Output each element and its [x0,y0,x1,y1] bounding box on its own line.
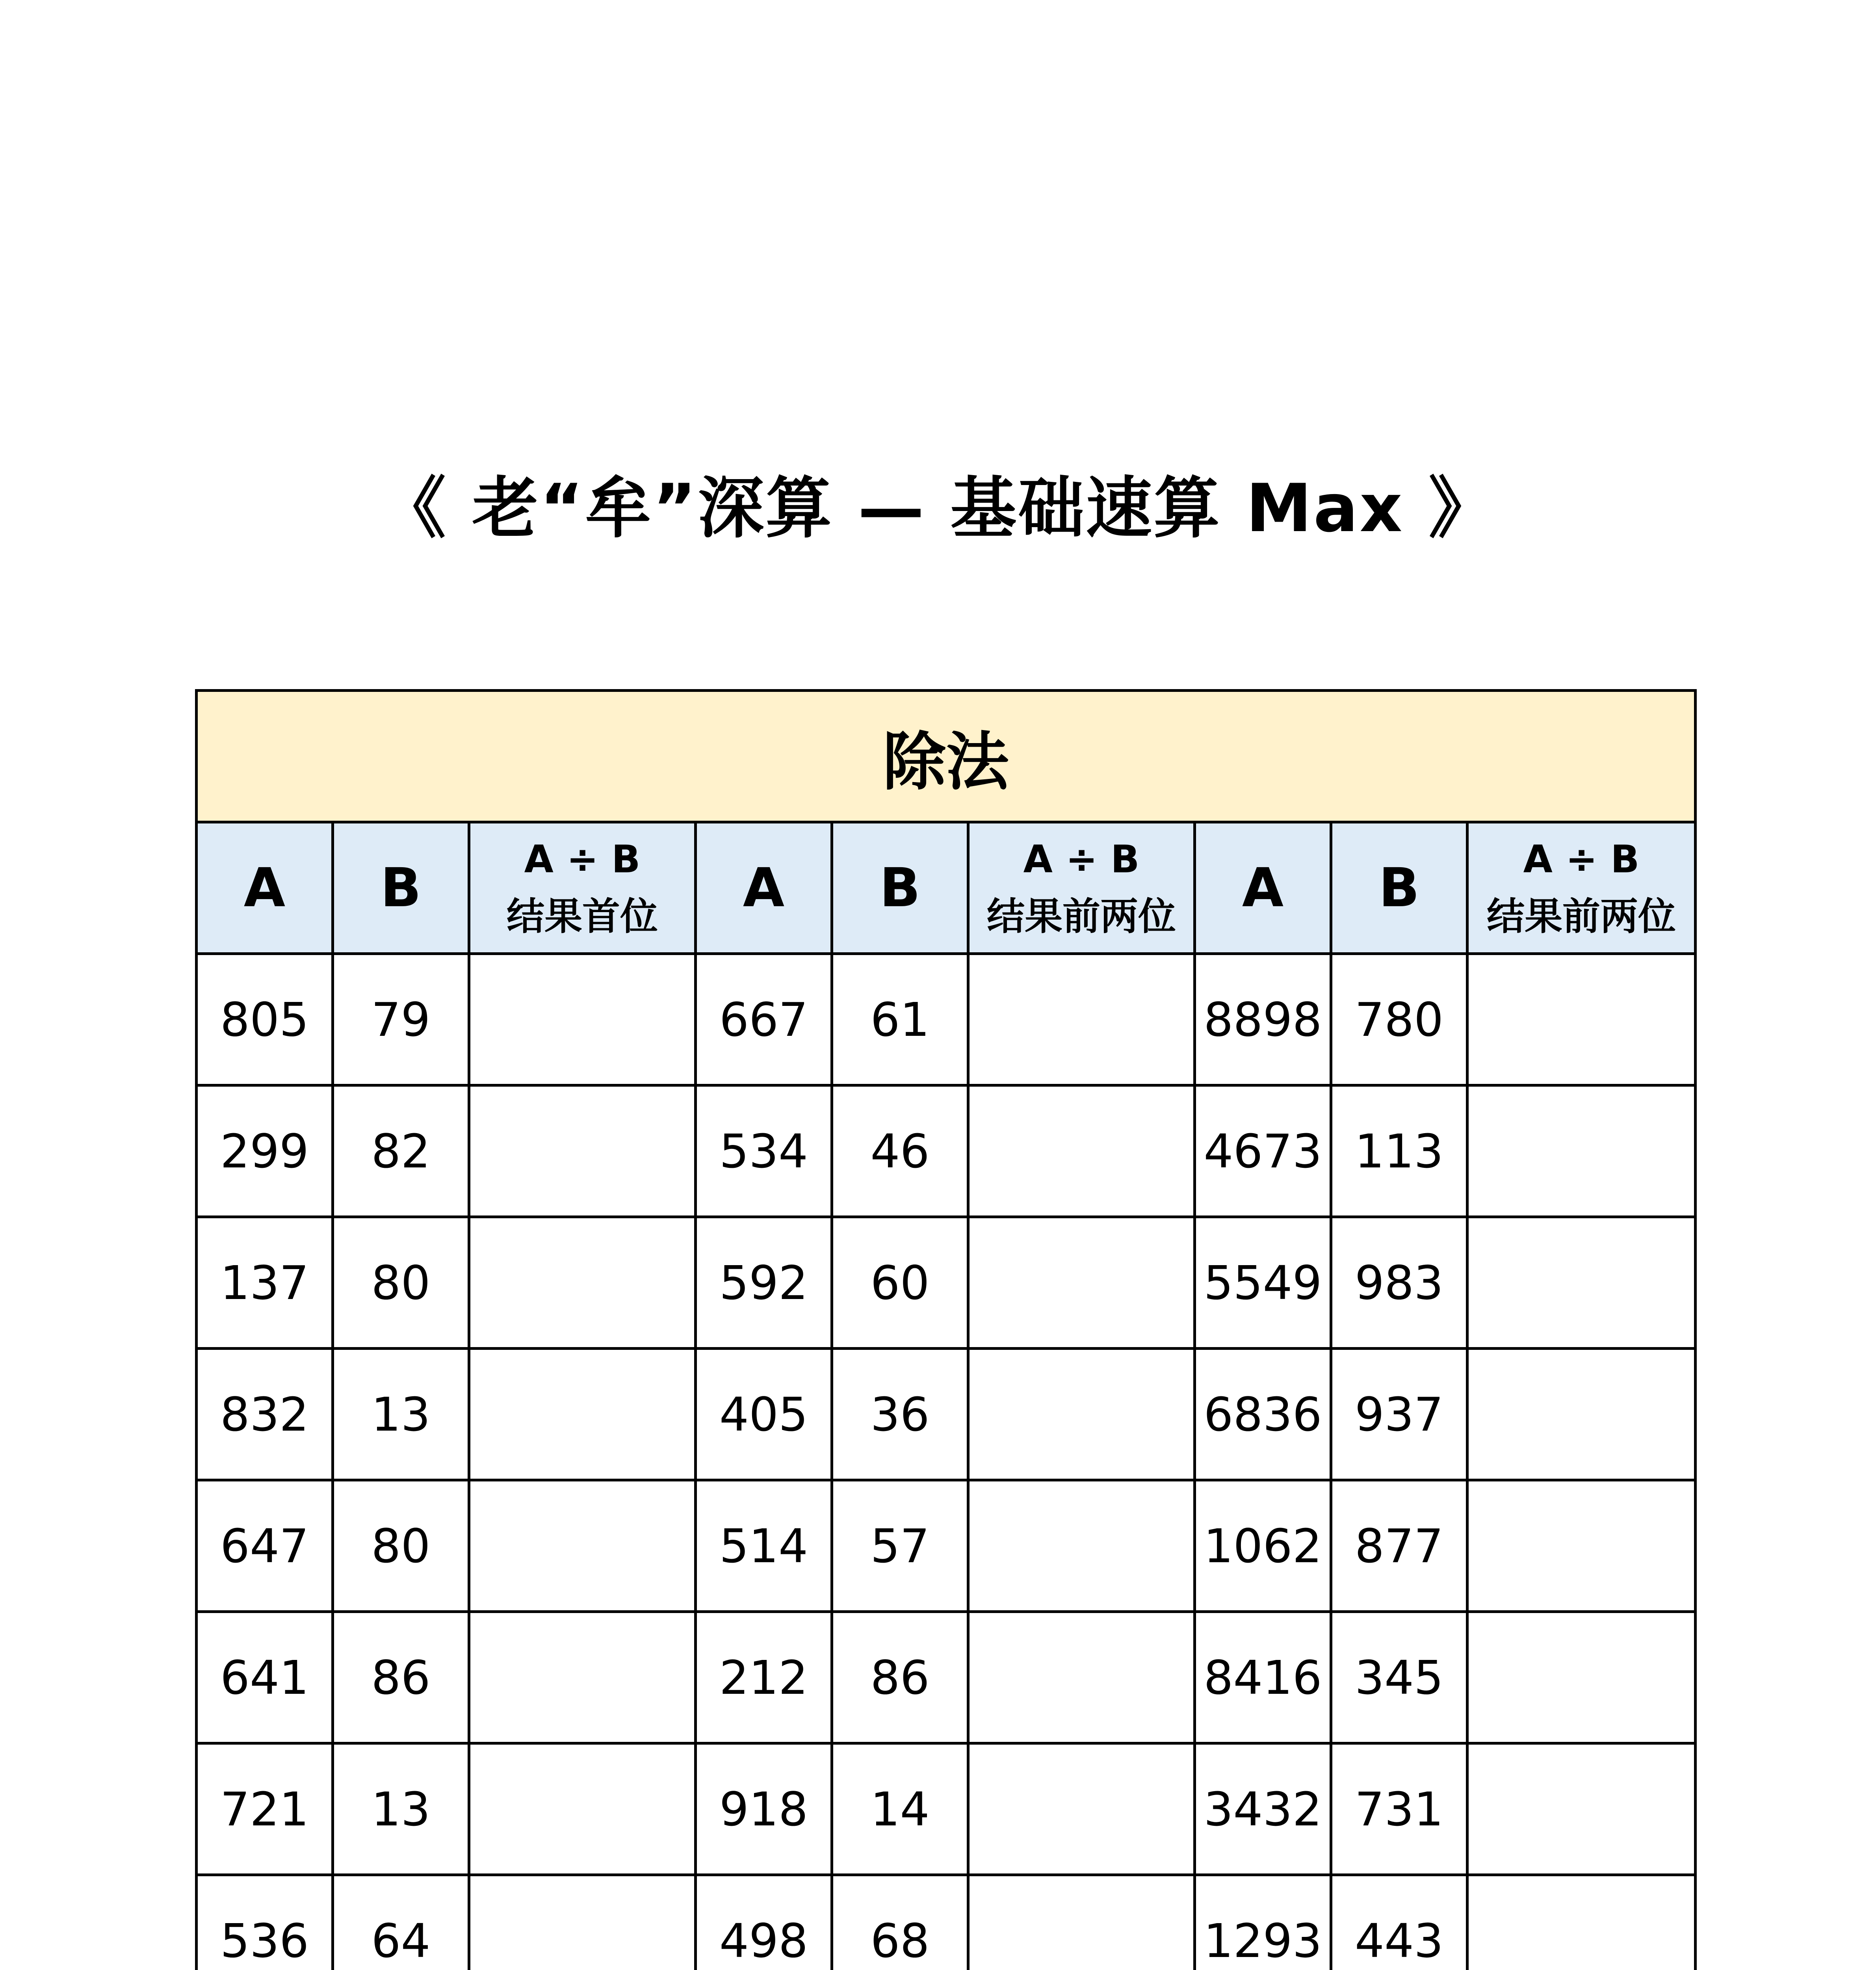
answer-cell[interactable] [1467,954,1696,1085]
divisor-cell: 64 [333,1875,469,1970]
divisor-cell: 13 [333,1349,469,1480]
answer-cell[interactable] [968,1085,1195,1217]
answer-cell[interactable] [1467,1743,1696,1875]
column-header-result [1467,822,1696,954]
answer-cell[interactable] [469,954,696,1085]
answer-cell[interactable] [968,1349,1195,1480]
dividend-cell: 534 [696,1085,832,1217]
answer-cell[interactable] [469,1743,696,1875]
divisor-cell: 345 [1331,1612,1467,1743]
answer-cell[interactable] [469,1085,696,1217]
divisor-cell: 68 [832,1875,968,1970]
table-row [197,1217,1696,1349]
answer-cell[interactable] [968,1217,1195,1349]
answer-cell[interactable] [968,1480,1195,1612]
answer-cell[interactable] [1467,1085,1696,1217]
dividend-cell: 805 [197,954,333,1085]
column-header-operation: A ÷ B [1023,837,1140,881]
table-row [197,1349,1696,1480]
dividend-cell: 4673 [1195,1085,1331,1217]
section-title: 除法 [197,691,1696,822]
divisor-cell: 57 [832,1480,968,1612]
table-row [197,1875,1696,1970]
divisor-cell: 36 [832,1349,968,1480]
answer-cell[interactable] [469,1480,696,1612]
divisor-cell: 60 [832,1217,968,1349]
answer-cell[interactable] [1467,1480,1696,1612]
divisor-cell: 86 [333,1612,469,1743]
column-header-a: A [1195,822,1331,954]
dividend-cell: 721 [197,1743,333,1875]
dividend-cell: 6836 [1195,1349,1331,1480]
divisor-cell: 79 [333,954,469,1085]
dividend-cell: 832 [197,1349,333,1480]
column-header-operation: A ÷ B [1523,837,1640,881]
dividend-cell: 1062 [1195,1480,1331,1612]
page-title: 《 老“牟”深算 — 基础速算 Max 》 [379,470,1497,547]
answer-cell[interactable] [968,954,1195,1085]
dividend-cell: 137 [197,1217,333,1349]
divisor-cell: 937 [1331,1349,1467,1480]
dividend-cell: 641 [197,1612,333,1743]
dividend-cell: 405 [696,1349,832,1480]
answer-cell[interactable] [1467,1875,1696,1970]
divisor-cell: 80 [333,1217,469,1349]
divisor-cell: 13 [333,1743,469,1875]
dividend-cell: 647 [197,1480,333,1612]
divisor-cell: 61 [832,954,968,1085]
answer-cell[interactable] [1467,1217,1696,1349]
dividend-cell: 299 [197,1085,333,1217]
dividend-cell: 667 [696,954,832,1085]
problem-rows [197,954,1696,1970]
divisor-cell: 780 [1331,954,1467,1085]
divisor-cell: 731 [1331,1743,1467,1875]
column-header-result-label: 结果首位 [507,894,658,939]
divisor-cell: 80 [333,1480,469,1612]
answer-cell[interactable] [469,1612,696,1743]
division-worksheet-table [195,689,1697,1970]
dividend-cell: 918 [696,1743,832,1875]
dividend-cell: 212 [696,1612,832,1743]
column-header-a: A [197,822,333,954]
answer-cell[interactable] [469,1349,696,1480]
section-header-row [197,691,1696,822]
table-row [197,954,1696,1085]
divisor-cell: 82 [333,1085,469,1217]
column-header-b: B [1331,822,1467,954]
answer-cell[interactable] [1467,1612,1696,1743]
divisor-cell: 86 [832,1612,968,1743]
answer-cell[interactable] [968,1875,1195,1970]
table-row [197,1480,1696,1612]
dividend-cell: 514 [696,1480,832,1612]
column-header-result [469,822,696,954]
answer-cell[interactable] [968,1743,1195,1875]
column-header-result [968,822,1195,954]
dividend-cell: 5549 [1195,1217,1331,1349]
table-row [197,1743,1696,1875]
divisor-cell: 983 [1331,1217,1467,1349]
column-header-a: A [696,822,832,954]
column-header-result-label: 结果前两位 [987,894,1176,939]
divisor-cell: 443 [1331,1875,1467,1970]
dividend-cell: 1293 [1195,1875,1331,1970]
dividend-cell: 8898 [1195,954,1331,1085]
dividend-cell: 498 [696,1875,832,1970]
column-header-b: B [333,822,469,954]
column-header-row [197,822,1696,954]
dividend-cell: 8416 [1195,1612,1331,1743]
table-row [197,1085,1696,1217]
divisor-cell: 46 [832,1085,968,1217]
divisor-cell: 113 [1331,1085,1467,1217]
dividend-cell: 592 [696,1217,832,1349]
divisor-cell: 14 [832,1743,968,1875]
answer-cell[interactable] [1467,1349,1696,1480]
answer-cell[interactable] [469,1875,696,1970]
answer-cell[interactable] [469,1217,696,1349]
table-row [197,1612,1696,1743]
answer-cell[interactable] [968,1612,1195,1743]
dividend-cell: 3432 [1195,1743,1331,1875]
dividend-cell: 536 [197,1875,333,1970]
column-header-b: B [832,822,968,954]
column-header-operation: A ÷ B [524,837,641,881]
divisor-cell: 877 [1331,1480,1467,1612]
column-header-result-label: 结果前两位 [1487,894,1676,939]
